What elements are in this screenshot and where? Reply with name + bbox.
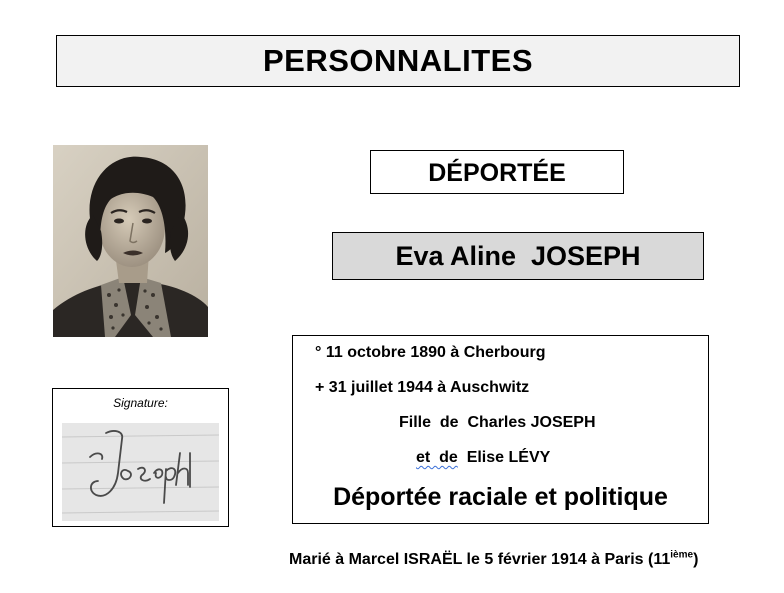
marriage-superscript: ième — [670, 549, 694, 561]
title-banner — [56, 35, 740, 87]
father-line — [399, 414, 596, 432]
death-line: + 31 juillet 1944 à Auschwitz — [315, 379, 530, 396]
signature-label: Signature: — [113, 396, 168, 410]
person-name: Eva Aline JOSEPH — [395, 241, 641, 271]
page-title: PERSONNALITES — [262, 43, 534, 78]
father-name: Charles JOSEPH — [467, 414, 596, 431]
signature-box — [52, 388, 229, 527]
birth-line: ° 11 octobre 1890 à Cherbourg — [315, 344, 546, 361]
marriage-close: ) — [693, 551, 699, 568]
deportation-status: Déportée raciale et politique — [333, 483, 668, 511]
mother-conjunction: et de — [416, 449, 458, 466]
biography-box — [292, 335, 709, 524]
deportee-label: DÉPORTÉE — [428, 159, 566, 187]
marriage-text: Marié à Marcel ISRAËL le 5 février 1914 à Paris (11 — [289, 551, 671, 568]
deportee-label-box — [370, 150, 624, 194]
person-name-box — [332, 232, 704, 280]
marriage-line — [289, 551, 698, 569]
signature-image — [62, 423, 219, 521]
mother-line — [416, 449, 550, 467]
father-prefix: Fille de — [399, 414, 468, 431]
portrait-photo — [53, 145, 208, 337]
mother-name: Elise LÉVY — [457, 449, 551, 466]
